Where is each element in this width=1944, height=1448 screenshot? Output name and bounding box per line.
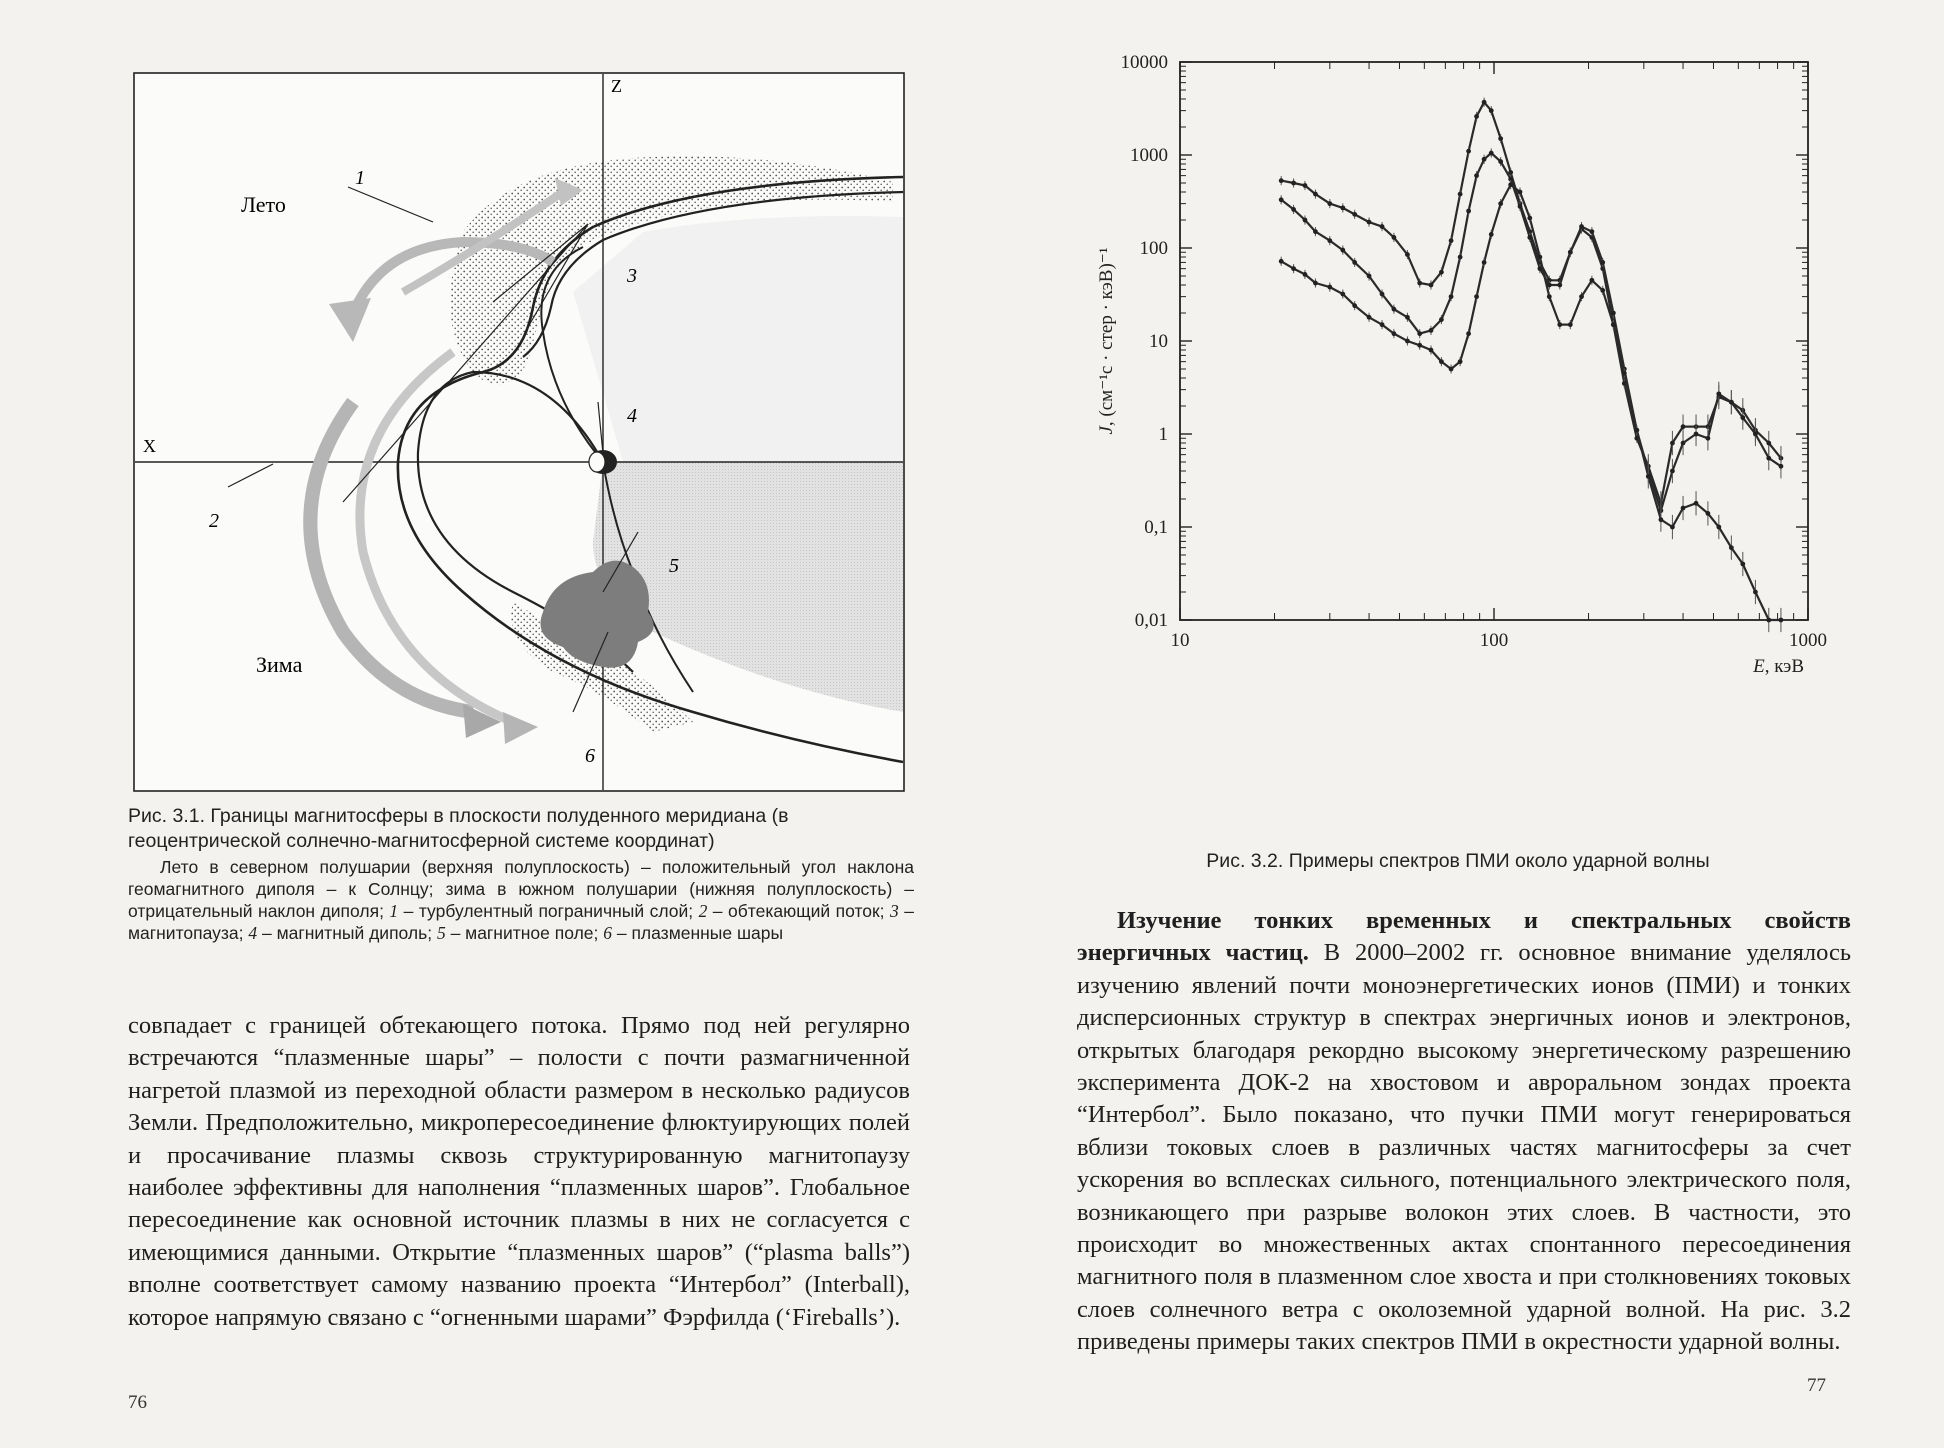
data-point [1367, 315, 1372, 320]
caption-number: 5 [436, 923, 446, 943]
data-point [1291, 181, 1296, 186]
caption-number: 2 [698, 901, 708, 921]
y-tick-label: 10 [1149, 331, 1168, 352]
caption-text-segment: – магнитопауза; [128, 901, 914, 943]
figure-3-1-caption-title: Рис. 3.1. Границы магнитосферы в плоскости полуденного меридиана (в геоцентрической солнечно-магнитосферной системе координат) [128, 805, 789, 852]
data-point [1417, 281, 1422, 286]
data-point [1279, 259, 1284, 264]
data-point [1611, 311, 1616, 316]
data-point [1547, 294, 1552, 299]
data-point [1518, 204, 1523, 209]
data-point [1568, 250, 1573, 255]
data-point [1439, 359, 1444, 364]
data-point [1449, 367, 1454, 372]
data-point [1482, 260, 1487, 265]
data-point [1670, 525, 1675, 530]
data-point [1646, 474, 1651, 479]
data-point [1327, 201, 1332, 206]
marker-5: 5 [669, 555, 679, 577]
figure-3-1-caption-explanation [128, 856, 914, 944]
data-point [1489, 108, 1494, 113]
data-point [1694, 432, 1699, 437]
data-point [1458, 192, 1463, 197]
data-point [1380, 322, 1385, 327]
page-number-right: 77 [1807, 1375, 1826, 1396]
section-heading: Изучение тонких временных и спектральных свойств энергичных частиц. [1077, 907, 1851, 967]
x-tick-label: 10 [1170, 630, 1190, 651]
caption-number: 6 [603, 923, 612, 943]
data-point [1753, 590, 1758, 595]
series-line-3 [1281, 185, 1781, 620]
data-point [1706, 511, 1711, 516]
y-axis-label-units: , (см⁻¹с · стер · кэВ)⁻¹ [1096, 247, 1117, 427]
data-point [1367, 274, 1372, 279]
data-point [1313, 192, 1318, 197]
data-point [1392, 331, 1397, 336]
data-point [1429, 283, 1434, 288]
caption-number: 3 [890, 901, 899, 921]
data-point [1405, 315, 1410, 320]
x-tick-label: 100 [1479, 630, 1509, 651]
data-point [1466, 331, 1471, 336]
data-point [1482, 100, 1487, 105]
data-point [1458, 255, 1463, 260]
marker-6: 6 [585, 745, 595, 767]
data-point [1474, 114, 1479, 119]
axis-z-label: Z [611, 76, 622, 96]
data-point [1352, 260, 1357, 265]
label-summer: Лето [241, 192, 286, 217]
data-point [1766, 441, 1771, 446]
data-point [1466, 149, 1471, 154]
data-point [1706, 436, 1711, 441]
marker-4: 4 [627, 405, 637, 427]
data-point [1340, 205, 1345, 210]
data-point [1429, 348, 1434, 353]
data-point [1611, 322, 1616, 327]
data-point [1600, 288, 1605, 293]
data-point [1518, 190, 1523, 195]
data-point [1498, 201, 1503, 206]
y-tick-label: 1 [1158, 424, 1168, 445]
data-point [1779, 464, 1784, 469]
x-tick-label: 1000 [1789, 630, 1827, 651]
y-axis-label-symbol: J [1096, 426, 1117, 435]
left-body-text: совпадает с границей обтекающего потока. Прямо под ней регулярно встречаются “плазменные шары” – полости с почти размагниченной нагретой плазмой из переходной области размером в несколько радиусов Земли. Предположительно, микропересоединение флюктуирующих полей и просачивание плазмы сквозь структурированную магнитопаузу наиболее эффективны для наполнения “плазменных шаров”. Глобальное пересоединение как основной источник плазмы в них не согласуется с имеющимися данными. Открытие “плазменных шаров” (“plasma balls”) вполне соответствует самому названию проекта “Интербол” (Interball), которое напрямую связано с “огненными шарами” Фэрфилда (‘Fireballs’). [128, 1012, 910, 1331]
data-point [1429, 328, 1434, 333]
data-point [1449, 294, 1454, 299]
x-axis-label-units: , кэВ [1764, 656, 1804, 677]
right-body-text [1077, 905, 1851, 1359]
axis-x-label: X [143, 436, 156, 456]
data-point [1740, 415, 1745, 420]
marker-3: 3 [627, 265, 637, 287]
data-point [1380, 224, 1385, 229]
data-point [1600, 260, 1605, 265]
data-point [1694, 501, 1699, 506]
data-point [1291, 207, 1296, 212]
y-tick-label: 10000 [1120, 52, 1168, 73]
label-winter: Зима [256, 652, 303, 677]
data-point [1279, 178, 1284, 183]
caption-text-segment: – обтекающий поток; [707, 901, 891, 921]
data-point [1392, 235, 1397, 240]
data-point [1303, 272, 1308, 277]
data-point [1716, 525, 1721, 530]
plot-frame [1180, 62, 1808, 620]
series-line-1 [1281, 102, 1781, 503]
x-axis-label-symbol: E [1753, 656, 1765, 677]
data-point [1729, 400, 1734, 405]
magnetosphere-figure [133, 72, 905, 792]
data-point [1417, 331, 1422, 336]
x-axis-label [1752, 656, 1804, 677]
y-tick-label: 0,1 [1144, 517, 1168, 538]
figure-3-1-caption [128, 804, 914, 944]
caption-text-segment: – плазменные шары [612, 923, 784, 943]
data-point [1327, 285, 1332, 290]
data-point [1405, 339, 1410, 344]
data-point [1291, 266, 1296, 271]
data-point [1740, 562, 1745, 567]
caption-text-segment: – магнитный диполь; [257, 923, 437, 943]
series-line-2 [1281, 153, 1781, 511]
data-point [1439, 270, 1444, 275]
data-point [1313, 281, 1318, 286]
data-point [1439, 317, 1444, 322]
data-point [1352, 303, 1357, 308]
data-point [1579, 294, 1584, 299]
page-number-left: 76 [128, 1392, 147, 1413]
data-point [1417, 343, 1422, 348]
data-point [1489, 232, 1494, 237]
data-point [1779, 618, 1784, 623]
data-point [1508, 182, 1513, 187]
data-point [1489, 151, 1494, 156]
data-point [1303, 218, 1308, 223]
data-point [1589, 278, 1594, 283]
data-point [1405, 252, 1410, 257]
caption-number: 4 [248, 923, 258, 943]
data-point [1340, 292, 1345, 297]
data-point [1352, 212, 1357, 217]
figure-3-2-caption: Рис. 3.2. Примеры спектров ПМИ около ударной волны [1206, 850, 1710, 872]
data-point [1449, 238, 1454, 243]
data-point [1670, 469, 1675, 474]
data-point [1634, 428, 1639, 433]
data-point [1766, 456, 1771, 461]
data-point [1498, 136, 1503, 141]
data-point [1589, 229, 1594, 234]
marker-1: 1 [355, 167, 365, 189]
data-point [1766, 618, 1771, 623]
data-point [1537, 255, 1542, 260]
caption-text-segment: Лето в северном полушарии (верхняя полуплоскость) – положительный угол наклона геомагнитного диполя – к Солнцу; зима в южном полушарии (нижняя полуплоскость) – отрицательный наклон диполя; [128, 857, 914, 921]
y-tick-label: 100 [1139, 238, 1168, 259]
data-point [1622, 371, 1627, 376]
caption-text-segment: – магнитное поле; [445, 923, 604, 943]
y-axis-label [1096, 247, 1117, 434]
y-tick-label: 0,01 [1134, 610, 1168, 631]
section-body: В 2000–2002 гг. основное внимание уделялось изучению явлений почти моноэнергетических ионов (ПМИ) и тонких дисперсионных структур в спектрах энергичных ионов и электронов, открытых благодаря рекордно высокому энергетическому разрешению эксперимента ДОК-2 на хвостовом и авроральном зондах проекта “Интербол”. Было показано, что пучки ПМИ могут генерироваться вблизи токовых слоев в различных частях магнитосферы за счет ускорения во всплесках сильного, потенциального электрического поля, возникающего при разрыве волокон этих слоев. В частности, это происходит во множественных актах спонтанного пересоединения магнитного поля в плазменном слое хвоста и при столкновениях токовых слоев солнечного ветра с околоземной ударной волной. На рис. 3.2 приведены примеры таких спектров ПМИ в окрестности ударной волны. [1077, 939, 1851, 1356]
data-point [1313, 229, 1318, 234]
data-point [1681, 424, 1686, 429]
caption-text-segment: – турбулентный пограничный слой; [398, 901, 699, 921]
data-point [1681, 441, 1686, 446]
data-point [1303, 183, 1308, 188]
data-point [1482, 157, 1487, 162]
data-point [1367, 220, 1372, 225]
data-point [1716, 391, 1721, 396]
northern-shade [573, 216, 903, 462]
data-point [1681, 506, 1686, 511]
data-point [1527, 235, 1532, 240]
data-point [1279, 197, 1284, 202]
y-tick-label: 1000 [1130, 145, 1168, 166]
data-point [1327, 238, 1332, 243]
data-point [1753, 432, 1758, 437]
data-point [1392, 307, 1397, 312]
data-point [1474, 294, 1479, 299]
data-point [1498, 159, 1503, 164]
data-point [1729, 545, 1734, 550]
pmi-spectra-chart [972, 40, 1944, 850]
data-point [1474, 173, 1479, 178]
data-point [1527, 216, 1532, 221]
data-point [1568, 322, 1573, 327]
data-point [1466, 209, 1471, 214]
data-point [1557, 322, 1562, 327]
data-point [1670, 441, 1675, 446]
marker-2: 2 [209, 510, 219, 532]
data-point [1557, 283, 1562, 288]
data-point [1380, 292, 1385, 297]
caption-number: 1 [389, 901, 399, 921]
data-point [1458, 359, 1463, 364]
data-point [1579, 224, 1584, 229]
data-point [1340, 248, 1345, 253]
data-point [1658, 517, 1663, 522]
